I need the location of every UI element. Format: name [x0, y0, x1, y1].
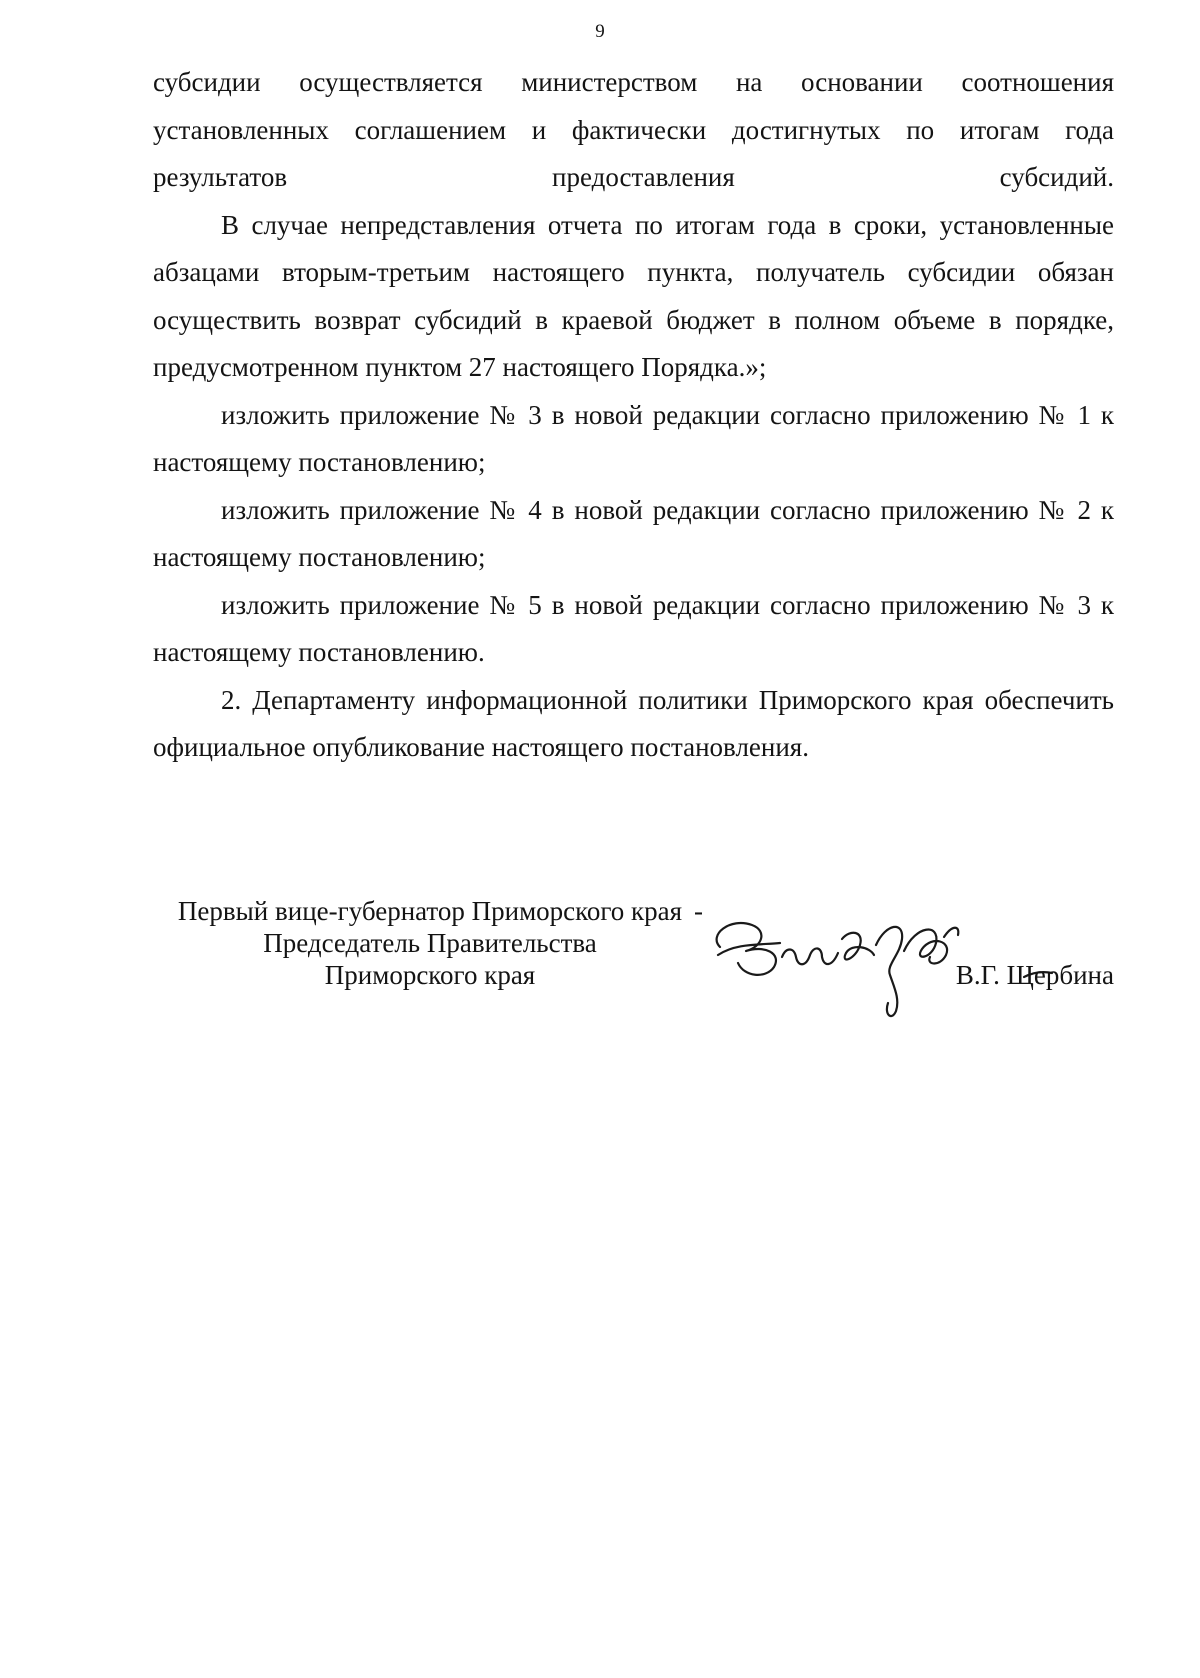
paragraph-appendix-4: изложить приложение № 4 в новой редакции согласно приложению № 2 к настоящему постановлению;: [153, 494, 1114, 572]
paragraph-refund-obligation: В случае непредставления отчета по итогам года в сроки, установленные абзацами вторым-третьим настоящего пункта, получатель субсидии обязан осуществить возврат субсидий в краевой бюджет в полном объеме в порядке, предусмотренном пунктом 27 настоящего Порядка.»;: [153, 209, 1114, 382]
page-number: 9: [595, 21, 605, 42]
signatory-position-line-3: Приморского края: [324, 960, 536, 990]
paragraph-publication: 2. Департаменту информационной политики Приморского края обеспечить официальное опубликование настоящего постановления.: [153, 684, 1114, 762]
paragraph-subsidy-calculation: субсидии осуществляется министерством на основании соотношения установленных соглашением и фактически достигнутых по итогам года результатов предоставления субсидий.: [153, 67, 1114, 192]
signature-block: [150, 895, 1114, 1025]
paragraph-appendix-5: изложить приложение № 5 в новой редакции согласно приложению № 3 к настоящему постановлению.: [153, 589, 1114, 667]
signatory-position-line-1: Первый вице-губернатор Приморского края: [177, 896, 683, 926]
signatory-name: В.Г. Щербина: [955, 960, 1114, 990]
paragraph-appendix-3: изложить приложение № 3 в новой редакции согласно приложению № 1 к настоящему постановлению;: [153, 399, 1114, 477]
signatory-position-line-2: Председатель Правительства: [263, 928, 597, 958]
document-body: [153, 59, 1114, 772]
signatory-position: [150, 895, 710, 991]
position-dash: -: [694, 896, 703, 926]
